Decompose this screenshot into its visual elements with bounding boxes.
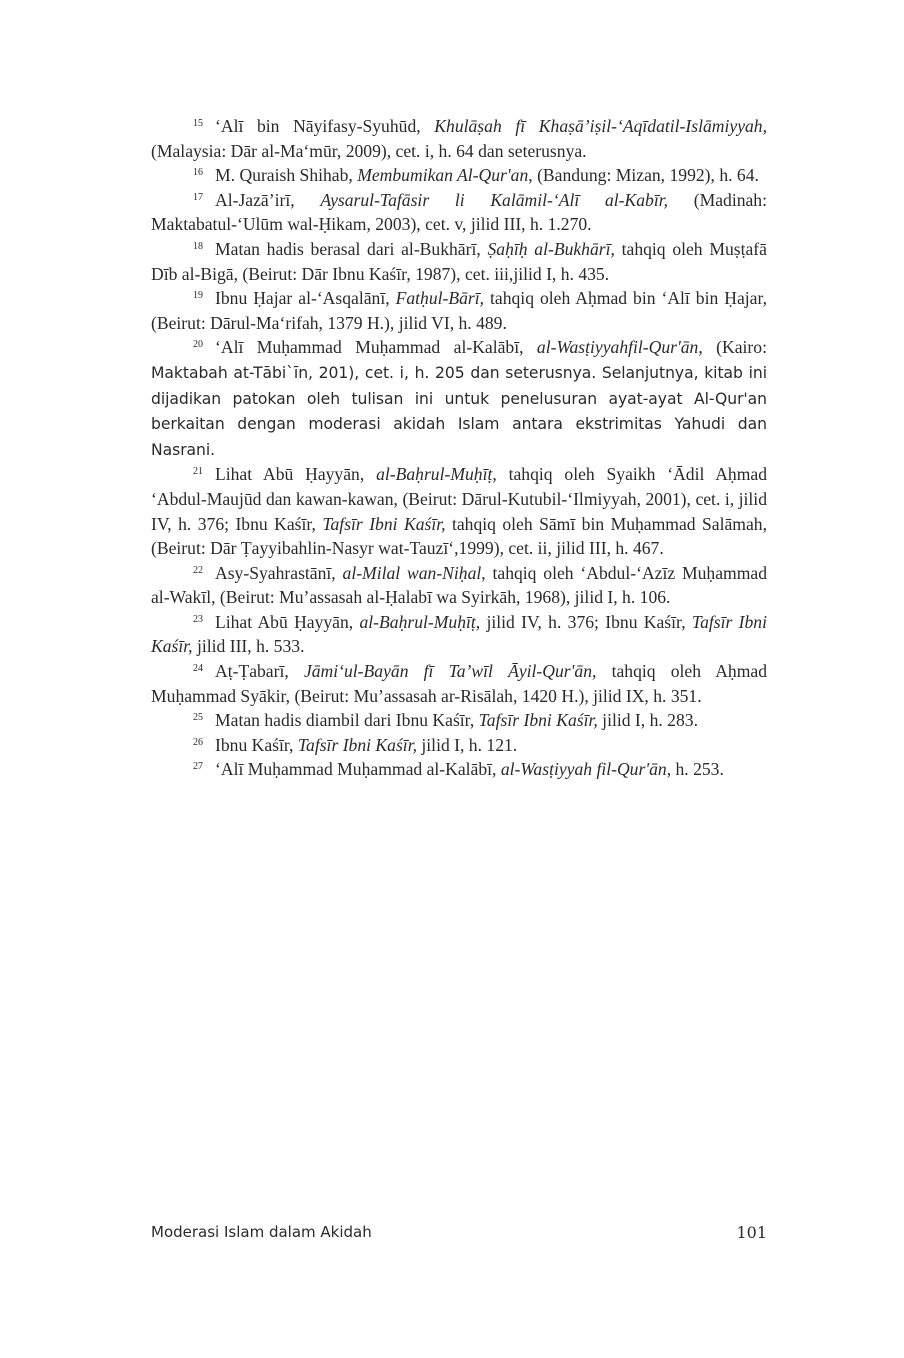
footnote-title-italic: al-Wasṭiyyah fil-Qur'ān xyxy=(500,759,667,780)
footnote-number: 18 xyxy=(193,240,203,252)
footnote-title-italic: Tafsīr Ibni Kaśīr, xyxy=(297,734,417,755)
footnote-text: Ibnu Ḥajar al-‘Asqalānī, xyxy=(215,288,396,309)
footnote-23 xyxy=(151,610,767,659)
footnote-text: (Madinah: Maktabatul-‘Ulūm wal-Ḥikam, 2003), cet. v, jilid III, h. 1.270. xyxy=(151,189,767,235)
footnote-text: tahqiq oleh Aḥmad Muḥammad Syākir, (Beirut: Mu’assasah ar-Risālah, 1420 H.), jilid IX, h. 351. xyxy=(151,661,767,706)
footnote-19 xyxy=(151,286,767,335)
footnote-title-italic: Jāmi‘ul-Bayān fī Ta’wīl Āyil-Qur'ān, xyxy=(303,661,597,682)
footnote-text: jilid I, h. 283. xyxy=(597,710,698,731)
footnote-title-italic: al-Baḥrul-Muḥīṭ, xyxy=(376,464,497,485)
footnote-number: 23 xyxy=(193,613,203,625)
footnote-text: , h. 253. xyxy=(666,759,724,780)
footnote-25 xyxy=(151,708,767,733)
footnote-number: 21 xyxy=(193,466,203,478)
footnote-title-italic: al-Milal wan-Niḥal xyxy=(342,562,482,583)
footnote-18 xyxy=(151,237,767,286)
footnote-text: tahqiq oleh Muṣṭafā Dīb al-Bigā, (Beirut: Dār Ibnu Kaśīr, 1987), cet. iii,jilid I, h. 435. xyxy=(151,238,767,284)
footnote-text: tahqiq oleh Syaikh ‘Ādil Aḥmad ‘Abdul-Maujūd dan kawan-kawan, (Beirut: Dārul-Kutubil-‘Ilmiyyah, 2001), cet. i, jilid IV, h. 376; Ibnu Kaśīr, xyxy=(151,464,768,534)
footnote-text: , tahqiq oleh ‘Abdul-‘Azīz Muḥammad al-Wakīl, (Beirut: Mu’assasah al-Ḥalabī wa Syirkāh, 1968), jilid I, h. 106. xyxy=(151,562,767,608)
footnote-text: , jilid IV, h. 376; Ibnu Kaśīr, xyxy=(475,611,692,632)
footnote-text: Maktabah at-Tābi`īn, 201), cet. i, h. 205 dan seterusnya. Selanjutnya, kitab ini dijadikan patokan oleh tulisan ini untuk penelusuran ayat-ayat Al-Qur'an berkaitan dengan moderasi akidah Islam antara ekstrimitas Yahudi dan Nasrani. xyxy=(151,363,767,459)
footnote-text: Ibnu Kaśīr, xyxy=(215,734,298,755)
footnote-text: , (Kairo: xyxy=(698,337,767,358)
footnote-26 xyxy=(151,733,767,758)
footnote-22 xyxy=(151,561,767,610)
footnote-text: (Malaysia: Dār al-Ma‘mūr, 2009), cet. i, h. 64 dan seterusnya. xyxy=(151,140,587,161)
footnote-text: M. Quraish Shihab, xyxy=(215,165,358,186)
footnote-text: Lihat Abū Ḥayyān, xyxy=(215,464,377,485)
footnote-21 xyxy=(151,462,767,560)
footnote-24 xyxy=(151,659,767,708)
footnote-number: 22 xyxy=(193,564,203,576)
footnote-text: , (Bandung: Mizan, 1992), h. 64. xyxy=(528,165,759,186)
footnote-title-italic: Membumikan Al-Qur'an xyxy=(357,165,529,186)
footnote-title-italic: Fatḥul-Bārī, xyxy=(395,288,485,309)
footnote-title-italic: Khulāṣah fī Khaṣā’iṣil-‘Aqīdatil-Islāmiyyah, xyxy=(434,116,767,136)
footnote-title-italic: Tafsīr Ibni Kaśīr, xyxy=(322,513,446,534)
footnote-text: ‘Alī bin Nāyifasy-Syuhūd, xyxy=(215,116,435,136)
footnote-title-italic: Ṣaḥīḥ al-Bukhārī, xyxy=(487,238,615,259)
footnote-title-italic: Aysarul-Tafāsir li Kalāmil-‘Alī al-Kabīr, xyxy=(320,189,669,210)
footnote-number: 16 xyxy=(193,167,203,179)
footnote-27 xyxy=(151,757,767,782)
footnote-text: jilid I, h. 121. xyxy=(417,734,518,755)
footnote-number: 24 xyxy=(193,663,203,675)
footnote-text: jilid III, h. 533. xyxy=(192,636,305,657)
footnotes-section xyxy=(151,114,767,782)
footnote-number: 27 xyxy=(193,761,203,773)
footnote-17 xyxy=(151,188,767,237)
footnote-title-italic: al-Wasṭiyyahfil-Qur'ān xyxy=(536,337,699,358)
running-footer-title: Moderasi Islam dalam Akidah xyxy=(151,1223,372,1241)
footnote-number: 15 xyxy=(193,118,203,129)
footnote-text: Matan hadis berasal dari al-Bukhārī, xyxy=(215,238,488,259)
footnote-number: 20 xyxy=(193,339,203,351)
footnote-text: ‘Alī Muḥammad Muḥammad al-Kalābī, xyxy=(215,759,501,780)
footnote-title-italic: al-Baḥrul-Muḥīṭ xyxy=(359,611,476,632)
footnote-text: tahqiq oleh Aḥmad bin ‘Alī bin Ḥajar, (Beirut: Dārul-Ma‘rifah, 1379 H.), jilid VI, h. 489. xyxy=(151,288,767,333)
footnote-title-italic: Tafsīr Ibni Kaśīr, xyxy=(478,710,598,731)
footnote-text: Lihat Abū Ḥayyān, xyxy=(215,611,360,632)
footnote-20 xyxy=(151,335,767,462)
footnote-number: 25 xyxy=(193,712,203,724)
footnote-15 xyxy=(151,114,767,163)
footnote-number: 26 xyxy=(193,736,203,748)
footnote-title-italic: Tafsīr Ibni Kaśīr, xyxy=(151,611,767,657)
footnote-text: Al-Jazā’irī, xyxy=(215,189,321,210)
footnote-text: tahqiq oleh Sāmī bin Muḥammad Salāmah, (Beirut: Dār Ṭayyibahlin-Nasyr wat-Tauzī‘,1999), cet. ii, jilid III, h. 467. xyxy=(151,513,767,559)
footnote-number: 19 xyxy=(193,290,203,302)
footnote-16 xyxy=(151,163,767,188)
footnote-text: Aṭ-Ṭabarī, xyxy=(215,661,304,682)
footnote-text: Matan hadis diambil dari Ibnu Kaśīr, xyxy=(215,710,479,731)
footnote-text: Asy-Syahrastānī, xyxy=(215,562,343,583)
footnote-number: 17 xyxy=(193,191,203,203)
page-number: 101 xyxy=(736,1223,767,1242)
footnote-text: ‘Alī Muḥammad Muḥammad al-Kalābī, xyxy=(215,337,537,358)
